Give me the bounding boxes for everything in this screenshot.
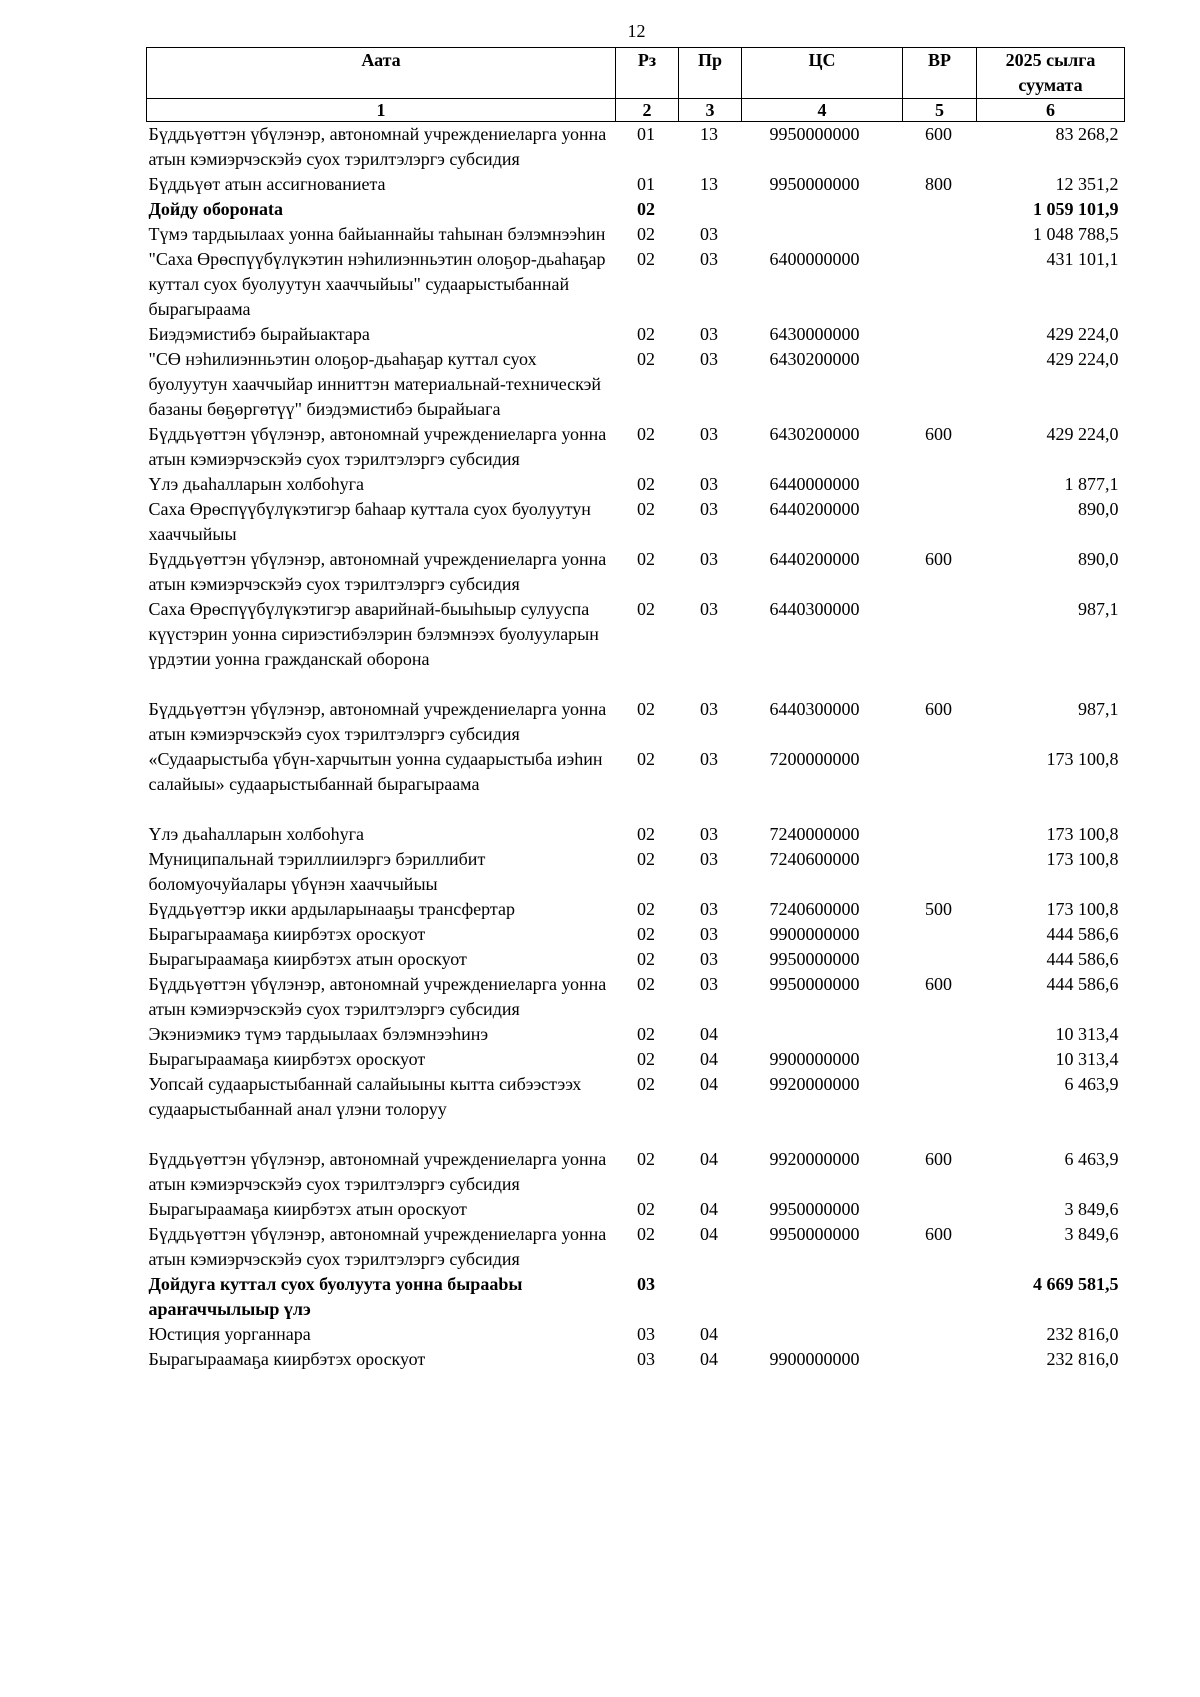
row-sum: 10 313,4 xyxy=(1055,1049,1119,1069)
row-vr xyxy=(903,1072,977,1147)
row-sum: 173 100,8 xyxy=(1046,899,1119,919)
row-sum: 431 101,1 xyxy=(1046,249,1119,269)
row-rz: 03 xyxy=(637,1349,655,1369)
table-row xyxy=(147,597,1125,697)
row-pr: 03 xyxy=(700,549,718,569)
row-name: Биэдэмистибэ бырайыактара xyxy=(148,324,370,344)
row-cs: 9900000000 xyxy=(769,1349,860,1369)
row-name: Түмэ тардыылаах уонна байыаннайы таһынан бэлэмнээһин xyxy=(148,224,606,244)
row-pr: 13 xyxy=(700,124,718,144)
row-vr: 500 xyxy=(925,899,952,919)
row-rz: 02 xyxy=(637,749,655,769)
row-name: Бүддьүөттэн үбүлэнэр, автономнай учреждениеларга уонна атын кэмиэрчэскэйэ суох тэрилтэлэргэ субсидия xyxy=(148,1224,607,1269)
row-cs: 7240600000 xyxy=(769,899,860,919)
row-vr: 600 xyxy=(925,549,952,569)
row-sum: 3 849,6 xyxy=(1064,1199,1119,1219)
row-cs: 7240000000 xyxy=(769,824,860,844)
row-rz: 02 xyxy=(637,1049,655,1069)
row-pr: 04 xyxy=(700,1049,718,1069)
row-name: Бырагыраамаҕа киирбэтэх ороскуот xyxy=(148,1049,426,1069)
column-number: 5 xyxy=(903,99,977,122)
row-name: Бырагыраамаҕа киирбэтэх атын ороскуот xyxy=(148,949,467,969)
row-vr: 600 xyxy=(925,699,952,719)
row-pr: 04 xyxy=(700,1024,718,1044)
table-row xyxy=(147,1022,1125,1047)
row-cs: 9920000000 xyxy=(769,1149,860,1169)
column-number: 2 xyxy=(616,99,679,122)
row-sum: 10 313,4 xyxy=(1055,1024,1119,1044)
row-sum: 1 877,1 xyxy=(1064,474,1119,494)
row-rz: 02 xyxy=(637,424,655,444)
row-pr: 04 xyxy=(700,1074,718,1094)
row-name: Дойдуга куттал суох буолуута уонна бырааbы араҥаччылыыр үлэ xyxy=(148,1274,523,1319)
header-cs: ЦС xyxy=(742,48,903,99)
row-pr: 03 xyxy=(700,949,718,969)
row-cs xyxy=(742,1322,903,1347)
row-sum: 429 224,0 xyxy=(1046,324,1119,344)
row-rz: 03 xyxy=(637,1274,655,1294)
row-sum: 1 048 788,5 xyxy=(1033,224,1119,244)
row-vr xyxy=(903,1022,977,1047)
row-rz: 02 xyxy=(637,249,655,269)
row-name: "СӨ нэһилиэнньэтин олоҕор-дьаһаҕар куттал суох буолуутун хааччыйар инниттэн материальнай-техническэй базаны бөҕөргөтүү" биэдэмистибэ бырайыага xyxy=(148,349,602,419)
row-cs: 6440300000 xyxy=(769,699,860,719)
row-name: Юстиция уорганнара xyxy=(148,1324,311,1344)
row-name: Бүддьүөт атын ассигнованиета xyxy=(148,174,386,194)
row-cs: 6430000000 xyxy=(769,324,860,344)
table-row xyxy=(147,1197,1125,1222)
table-row xyxy=(147,247,1125,322)
table-row xyxy=(147,547,1125,597)
row-cs: 6430200000 xyxy=(769,424,860,444)
row-pr: 03 xyxy=(700,474,718,494)
row-rz: 02 xyxy=(637,499,655,519)
row-cs xyxy=(742,1272,903,1322)
row-cs: 9950000000 xyxy=(769,949,860,969)
row-sum: 173 100,8 xyxy=(1046,749,1119,769)
row-cs: 9900000000 xyxy=(769,924,860,944)
row-vr xyxy=(903,922,977,947)
table-row xyxy=(147,1072,1125,1147)
table-row xyxy=(147,1222,1125,1272)
row-sum: 444 586,6 xyxy=(1046,924,1119,944)
table-row xyxy=(147,847,1125,897)
row-sum: 429 224,0 xyxy=(1046,349,1119,369)
header-sum: 2025 сылга суумата xyxy=(977,48,1125,99)
row-pr: 03 xyxy=(700,849,718,869)
row-vr xyxy=(903,1197,977,1222)
row-vr: 600 xyxy=(925,1149,952,1169)
row-pr: 03 xyxy=(700,599,718,619)
row-name: Бүддьүөттэр икки ардыларынааҕы трансфертар xyxy=(148,899,515,919)
row-cs: 9950000000 xyxy=(769,124,860,144)
row-pr: 04 xyxy=(700,1349,718,1369)
table-row xyxy=(147,422,1125,472)
row-vr: 600 xyxy=(925,1224,952,1244)
row-rz: 02 xyxy=(637,1024,655,1044)
row-pr: 04 xyxy=(700,1224,718,1244)
row-cs xyxy=(742,1022,903,1047)
row-rz: 01 xyxy=(637,124,655,144)
row-vr xyxy=(903,472,977,497)
row-pr: 03 xyxy=(700,924,718,944)
row-cs: 6430200000 xyxy=(769,349,860,369)
row-sum: 4 669 581,5 xyxy=(1033,1274,1119,1294)
table-row xyxy=(147,222,1125,247)
row-rz: 02 xyxy=(637,224,655,244)
row-pr: 03 xyxy=(700,699,718,719)
row-cs: 9950000000 xyxy=(769,974,860,994)
row-sum: 6 463,9 xyxy=(1064,1074,1119,1094)
row-rz: 02 xyxy=(637,699,655,719)
row-name: Муниципальнай тэриллиилэргэ бэриллибит боломуочуйалары үбүнэн хааччыйыы xyxy=(148,849,486,894)
row-name: Бырагыраамаҕа киирбэтэх ороскуот xyxy=(148,1349,426,1369)
row-vr xyxy=(903,822,977,847)
row-cs xyxy=(742,222,903,247)
row-cs: 9950000000 xyxy=(769,1224,860,1244)
row-sum: 987,1 xyxy=(1078,699,1119,719)
page-number: 12 xyxy=(627,21,646,41)
row-sum: 232 816,0 xyxy=(1046,1349,1119,1369)
row-pr: 04 xyxy=(700,1324,718,1344)
row-pr: 03 xyxy=(700,249,718,269)
row-rz: 02 xyxy=(637,349,655,369)
row-vr: 600 xyxy=(925,124,952,144)
row-pr: 03 xyxy=(700,974,718,994)
header-pr: Пр xyxy=(679,48,742,99)
row-vr xyxy=(903,1272,977,1322)
row-rz: 02 xyxy=(637,324,655,344)
row-cs: 7200000000 xyxy=(769,749,860,769)
row-pr: 03 xyxy=(700,899,718,919)
header-vr: ВР xyxy=(903,48,977,99)
table-row xyxy=(147,197,1125,222)
column-number-row xyxy=(147,99,1125,122)
row-pr: 13 xyxy=(700,174,718,194)
budget-table xyxy=(146,47,1125,1372)
row-rz: 02 xyxy=(637,1074,655,1094)
row-rz: 02 xyxy=(637,899,655,919)
row-name: Бүддьүөттэн үбүлэнэр, автономнай учреждениеларга уонна атын кэмиэрчэскэйэ суох тэрилтэлэргэ субсидия xyxy=(148,974,607,1019)
row-sum: 429 224,0 xyxy=(1046,424,1119,444)
header-row xyxy=(147,48,1125,99)
row-vr xyxy=(903,747,977,822)
row-vr: 600 xyxy=(925,974,952,994)
table-row xyxy=(147,972,1125,1022)
row-vr xyxy=(903,347,977,422)
table-row xyxy=(147,1272,1125,1322)
row-cs: 6440300000 xyxy=(769,599,860,619)
table-row xyxy=(147,497,1125,547)
table-row xyxy=(147,1047,1125,1072)
row-cs: 9920000000 xyxy=(769,1074,860,1094)
row-name: Саха Өрөспүүбүлүкэтигэр аварийнай-быыһыыр сулууспа күүстэрин уонна сириэстибэлэрин бэлэмнээх буолууларын үрдэтии уонна гражданскай оборона xyxy=(148,599,599,669)
row-rz: 02 xyxy=(637,949,655,969)
table-row xyxy=(147,172,1125,197)
row-sum: 1 059 101,9 xyxy=(1033,199,1119,219)
table-row xyxy=(147,947,1125,972)
row-pr: 03 xyxy=(700,824,718,844)
row-name: Экэниэмикэ түмэ тардыылаах бэлэмнээһинэ xyxy=(148,1024,489,1044)
row-sum: 6 463,9 xyxy=(1064,1149,1119,1169)
row-sum: 987,1 xyxy=(1078,599,1119,619)
row-rz: 02 xyxy=(637,849,655,869)
table-row xyxy=(147,922,1125,947)
row-pr: 03 xyxy=(700,224,718,244)
row-vr xyxy=(903,322,977,347)
row-cs: 9950000000 xyxy=(769,1199,860,1219)
row-rz: 02 xyxy=(637,199,655,219)
row-cs: 9900000000 xyxy=(769,1049,860,1069)
row-vr: 800 xyxy=(925,174,952,194)
row-cs: 6440000000 xyxy=(769,474,860,494)
row-sum: 83 268,2 xyxy=(1055,124,1119,144)
row-pr: 03 xyxy=(700,499,718,519)
table-row xyxy=(147,822,1125,847)
row-name: Үлэ дьаһалларын холбоһуга xyxy=(148,474,364,494)
row-name: Бүддьүөттэн үбүлэнэр, автономнай учреждениеларга уонна атын кэмиэрчэскэйэ суох тэрилтэлэргэ субсидия xyxy=(148,549,607,594)
row-name: Бырагыраамаҕа киирбэтэх атын ороскуот xyxy=(148,1199,467,1219)
row-vr xyxy=(903,222,977,247)
header-name: Аата xyxy=(147,48,616,99)
row-vr xyxy=(903,947,977,972)
row-sum: 173 100,8 xyxy=(1046,849,1119,869)
row-sum: 232 816,0 xyxy=(1046,1324,1119,1344)
row-rz: 02 xyxy=(637,824,655,844)
row-cs: 9950000000 xyxy=(769,174,860,194)
row-pr: 04 xyxy=(700,1199,718,1219)
table-row xyxy=(147,472,1125,497)
row-sum: 3 849,6 xyxy=(1064,1224,1119,1244)
row-pr xyxy=(679,197,742,222)
row-cs xyxy=(742,197,903,222)
table-body xyxy=(147,122,1125,1373)
row-name: Бүддьүөттэн үбүлэнэр, автономнай учреждениеларга уонна атын кэмиэрчэскэйэ суох тэрилтэлэргэ субсидия xyxy=(148,124,607,169)
row-pr: 03 xyxy=(700,749,718,769)
table-row xyxy=(147,122,1125,173)
row-rz: 01 xyxy=(637,174,655,194)
row-vr xyxy=(903,1047,977,1072)
row-rz: 03 xyxy=(637,1324,655,1344)
row-sum: 890,0 xyxy=(1078,549,1119,569)
table-row xyxy=(147,747,1125,822)
table-row xyxy=(147,347,1125,422)
table-row xyxy=(147,1322,1125,1347)
row-name: Уопсай судаарыстыбаннай салайыыны кыттa сибээстээх судаарыстыбаннай анал үлэни толоруу xyxy=(148,1074,582,1119)
row-rz: 02 xyxy=(637,1224,655,1244)
row-rz: 02 xyxy=(637,474,655,494)
table-row xyxy=(147,1147,1125,1197)
row-cs: 6440200000 xyxy=(769,549,860,569)
table-row xyxy=(147,697,1125,747)
row-name: Бүддьүөттэн үбүлэнэр, автономнай учреждениеларга уонна атын кэмиэрчэскэйэ суох тэрилтэлэргэ субсидия xyxy=(148,1149,607,1194)
row-rz: 02 xyxy=(637,1149,655,1169)
column-number: 6 xyxy=(977,99,1125,122)
row-vr xyxy=(903,597,977,697)
row-name: "Саха Өрөспүүбүлүкэтин нэһилиэнньэтин олоҕор-дьаһаҕар куттал суох буолуутун хааччыйыы" судаарыстыбаннай бырагыраама xyxy=(148,249,606,319)
table-row xyxy=(147,897,1125,922)
row-vr xyxy=(903,497,977,547)
row-name: «Судаарыстыба үбүн-харчытын уонна судаарыстыба иэһин салайыы» судаарыстыбаннай бырагыраама xyxy=(148,749,603,794)
table-header xyxy=(147,48,1125,122)
row-rz: 02 xyxy=(637,1199,655,1219)
row-vr: 600 xyxy=(925,424,952,444)
row-sum: 444 586,6 xyxy=(1046,974,1119,994)
row-pr xyxy=(679,1272,742,1322)
row-rz: 02 xyxy=(637,924,655,944)
row-cs: 6400000000 xyxy=(769,249,860,269)
row-name: Бырагыраамаҕа киирбэтэх ороскуот xyxy=(148,924,426,944)
row-pr: 03 xyxy=(700,324,718,344)
row-pr: 03 xyxy=(700,424,718,444)
row-cs: 7240600000 xyxy=(769,849,860,869)
row-sum: 890,0 xyxy=(1078,499,1119,519)
row-rz: 02 xyxy=(637,549,655,569)
row-name: Үлэ дьаһалларын холбоһуга xyxy=(148,824,364,844)
column-number: 4 xyxy=(742,99,903,122)
table-row xyxy=(147,1347,1125,1372)
row-name: Бүддьүөттэн үбүлэнэр, автономнай учреждениеларга уонна атын кэмиэрчэскэйэ суох тэрилтэлэргэ субсидия xyxy=(148,424,607,469)
column-number: 3 xyxy=(679,99,742,122)
row-vr xyxy=(903,1322,977,1347)
row-name: Бүддьүөттэн үбүлэнэр, автономнай учреждениеларга уонна атын кэмиэрчэскэйэ суох тэрилтэлэргэ субсидия xyxy=(148,699,607,744)
row-cs: 6440200000 xyxy=(769,499,860,519)
row-name: Саха Өрөспүүбүлүкэтигэр баһаар куттала суох буолуутун хааччыйыы xyxy=(148,499,591,544)
row-sum: 173 100,8 xyxy=(1046,824,1119,844)
row-vr xyxy=(903,197,977,222)
column-number: 1 xyxy=(147,99,616,122)
row-rz: 02 xyxy=(637,974,655,994)
row-name: Дойду оборонata xyxy=(148,199,283,219)
header-rz: Рз xyxy=(616,48,679,99)
row-pr: 04 xyxy=(700,1149,718,1169)
row-vr xyxy=(903,1347,977,1372)
row-vr xyxy=(903,847,977,897)
row-sum: 444 586,6 xyxy=(1046,949,1119,969)
row-rz: 02 xyxy=(637,599,655,619)
row-sum: 12 351,2 xyxy=(1055,174,1119,194)
row-vr xyxy=(903,247,977,322)
table-row xyxy=(147,322,1125,347)
row-pr: 03 xyxy=(700,349,718,369)
